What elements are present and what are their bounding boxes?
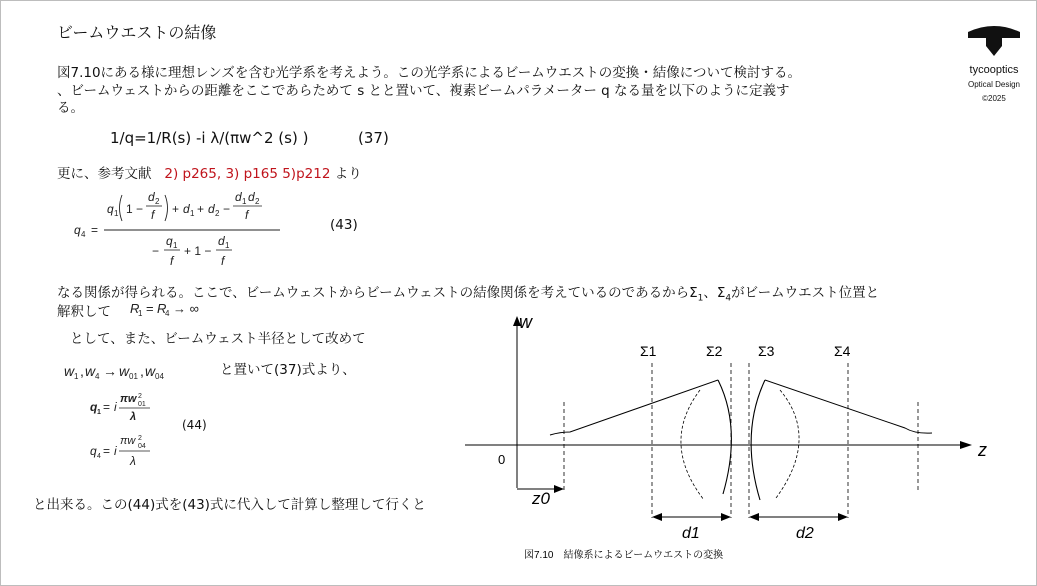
svg-text:01: 01 xyxy=(138,401,146,408)
logo-tagline: Optical Design xyxy=(967,80,1021,89)
svg-text:2: 2 xyxy=(255,197,260,206)
figure-7-10 xyxy=(460,308,1020,578)
svg-text:1: 1 xyxy=(173,241,178,250)
lens1-surface xyxy=(718,380,731,494)
svg-text:f: f xyxy=(151,208,155,222)
svg-text:+: + xyxy=(172,202,180,216)
reference-suffix: より xyxy=(334,166,362,182)
svg-text:2: 2 xyxy=(138,435,142,442)
figure-caption: 図7.10 結像系によるビームウエストの変換 xyxy=(524,550,724,561)
svg-text:04: 04 xyxy=(155,372,164,381)
svg-text:f: f xyxy=(221,254,225,268)
sigma2-label: Σ2 xyxy=(706,343,723,359)
equation-w-mapping xyxy=(62,359,192,385)
svg-text:w: w xyxy=(119,363,130,379)
svg-text:R: R xyxy=(130,301,140,316)
svg-text:w: w xyxy=(85,363,96,379)
svg-text:1: 1 xyxy=(190,209,195,218)
svg-text:πw: πw xyxy=(120,393,137,405)
svg-text:1: 1 xyxy=(97,409,101,416)
lens2-surface xyxy=(751,380,765,500)
sigma4-label: Σ4 xyxy=(834,343,851,359)
svg-text:λ: λ xyxy=(130,454,136,468)
svg-text:4: 4 xyxy=(97,453,101,460)
svg-text:q: q xyxy=(90,444,97,458)
waist-radius-line: として、また、ビームウェスト半径として改めて xyxy=(70,331,366,347)
svg-text:→ ∞: → ∞ xyxy=(173,301,199,316)
svg-text:i: i xyxy=(114,444,117,458)
sigma4-subscript: 4 xyxy=(725,293,732,304)
svg-text:q: q xyxy=(107,202,114,216)
svg-text:λ: λ xyxy=(130,411,137,423)
svg-text:1 −: 1 − xyxy=(126,202,144,216)
svg-text:d: d xyxy=(248,190,255,204)
svg-text:R: R xyxy=(157,301,167,316)
conclusion-line: と出来る。この(44)式を(43)式に代入して計算し整理して行くと xyxy=(33,497,426,513)
equation-43 xyxy=(70,183,290,275)
svg-text:,: , xyxy=(140,363,144,379)
svg-text:d: d xyxy=(218,234,225,248)
reference-prefix: 更に、参考文献 xyxy=(57,166,152,182)
svg-text:1: 1 xyxy=(74,372,79,381)
reference-citations: 2) p265, 3) p165 5)p212 xyxy=(164,166,331,182)
slide-title: ビームウエストの結像 xyxy=(57,23,217,42)
svg-text:4: 4 xyxy=(165,309,170,318)
svg-text:=: = xyxy=(146,301,154,316)
svg-text:q: q xyxy=(74,223,81,237)
sigma3-label: Σ3 xyxy=(758,343,775,359)
svg-text:2: 2 xyxy=(155,197,160,206)
svg-text:q: q xyxy=(166,234,173,248)
d2-label: d2 xyxy=(796,525,814,542)
svg-text:→: → xyxy=(103,363,117,379)
sigma1-subscript: 1 xyxy=(697,293,704,304)
svg-text:1: 1 xyxy=(114,209,119,218)
svg-text:d: d xyxy=(183,202,190,216)
svg-text:=: = xyxy=(103,400,111,414)
relation-line-2: 解釈して xyxy=(57,304,111,320)
svg-text:d: d xyxy=(208,202,215,216)
equation-44-number: (44) xyxy=(182,418,207,432)
svg-text:1: 1 xyxy=(138,309,143,318)
equation-r-infinity xyxy=(127,298,207,320)
svg-text:f: f xyxy=(245,208,249,222)
logo-copyright: ©2025 xyxy=(982,94,1006,103)
svg-text:2: 2 xyxy=(138,393,142,400)
equation-37: 1/q=1/R(s) -i λ/(πw^2 (s) ) xyxy=(110,129,309,147)
svg-text:w: w xyxy=(145,363,156,379)
svg-text:+ 1 −: + 1 − xyxy=(184,244,212,258)
output-beam-curve xyxy=(765,380,932,433)
logo-name: tycooptics xyxy=(969,64,1019,76)
svg-text:i: i xyxy=(114,400,117,414)
svg-text:=: = xyxy=(91,223,99,237)
placement-line: と置いて(37)式より、 xyxy=(220,362,356,378)
reference-line xyxy=(57,162,362,182)
relation-end: がビームウエスト位置と xyxy=(731,285,880,301)
tycooptics-logo-icon xyxy=(964,22,1024,62)
relation-mid: 、Σ xyxy=(703,285,726,301)
svg-text:q: q xyxy=(90,400,98,414)
svg-text:4: 4 xyxy=(95,372,100,381)
svg-text:1: 1 xyxy=(242,197,247,206)
input-beam-curve xyxy=(550,380,718,435)
z0-label: z0 xyxy=(532,489,550,508)
w-axis-label: w xyxy=(519,312,532,332)
svg-text:πw: πw xyxy=(120,435,136,447)
svg-text:,: , xyxy=(80,363,84,379)
svg-text:d: d xyxy=(148,190,155,204)
equation-37-number: (37) xyxy=(358,129,389,147)
svg-text:04: 04 xyxy=(138,443,146,450)
origin-label: 0 xyxy=(498,452,506,467)
svg-text:=: = xyxy=(103,444,111,458)
equation-43-number: (43) xyxy=(330,217,358,233)
intro-line-1: 図7.10にある様に理想レンズを含む光学系を考えよう。この光学系によるビームウエストの変換・結像について検討する。 xyxy=(57,65,802,81)
svg-text:1: 1 xyxy=(225,241,230,250)
svg-text:f: f xyxy=(170,254,174,268)
svg-text:−: − xyxy=(152,244,160,258)
intro-line-2: 、ビームウェストからの距離をここであらためて s とと置いて、複素ビームパラメーター q なる量を以下のように定義す xyxy=(57,83,790,99)
svg-text:w: w xyxy=(64,363,75,379)
svg-text:−: − xyxy=(223,202,231,216)
relation-text: なる関係が得られる。ここで、ビームウェストからビームウェストの結像関係を考えているのであるからΣ xyxy=(57,285,698,301)
lens2-dashed xyxy=(776,390,799,498)
d1-label: d1 xyxy=(682,525,700,542)
svg-text:d: d xyxy=(235,190,242,204)
z-axis-label: z xyxy=(978,440,987,460)
svg-text:4: 4 xyxy=(81,230,86,239)
equation-44 xyxy=(86,388,166,472)
z-axis-arrow xyxy=(960,441,972,449)
svg-text:01: 01 xyxy=(129,372,138,381)
intro-line-3: る。 xyxy=(57,100,84,116)
sigma1-label: Σ1 xyxy=(640,343,657,359)
svg-text:+: + xyxy=(197,202,205,216)
svg-text:2: 2 xyxy=(215,209,220,218)
